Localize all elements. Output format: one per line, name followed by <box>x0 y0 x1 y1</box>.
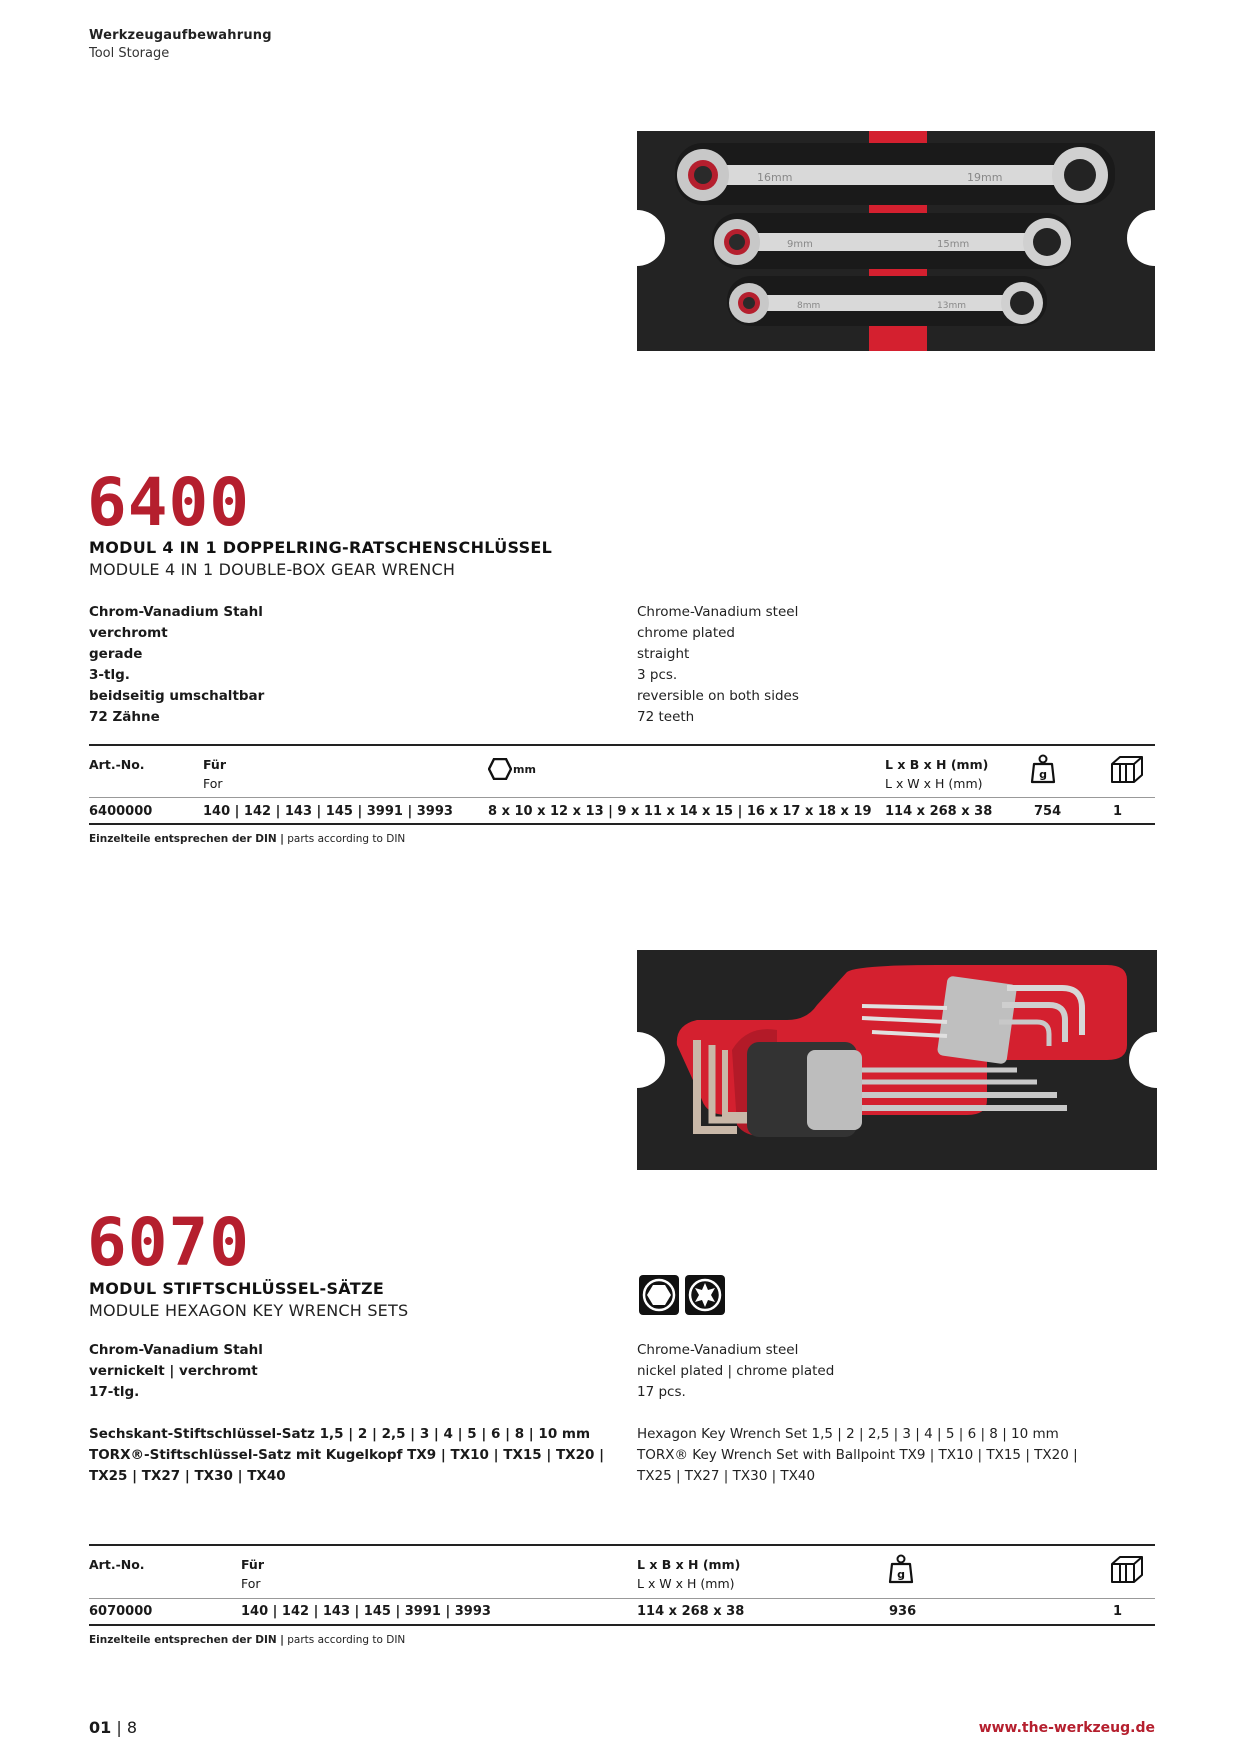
cell-qty: 1 <box>1113 804 1123 819</box>
product-number: 6070 <box>87 1204 250 1281</box>
hex-socket-icon <box>639 1275 679 1319</box>
table-header-rule <box>89 797 1155 798</box>
page-number: 01 | 8 <box>89 1718 138 1737</box>
spec-de: Chrom-Vanadium Stahl verchromt gerade 3-tlg. beidseitig umschaltbar 72 Zähne <box>89 604 265 725</box>
product-title-en: MODULE HEXAGON KEY WRENCH SETS <box>89 1301 409 1320</box>
cell-dims: 114 x 268 x 38 <box>885 804 993 819</box>
cell-for: 140 | 142 | 143 | 145 | 3991 | 3993 <box>203 804 453 819</box>
table-top-rule <box>89 744 1155 746</box>
col-header-dims-de: L x B x H (mm) <box>637 1557 741 1572</box>
cell-qty: 1 <box>1113 1604 1123 1619</box>
cell-dims: 114 x 268 x 38 <box>637 1604 745 1619</box>
din-note-en: parts according to DIN <box>287 1634 406 1646</box>
hexagon-nut-icon <box>488 758 512 780</box>
section-number: 01 <box>89 1718 112 1737</box>
wrench-label: 15mm <box>937 239 970 250</box>
product-title-de: MODUL STIFTSCHLÜSSEL-SÄTZE <box>89 1279 385 1298</box>
wrench-label: 8mm <box>797 301 821 311</box>
wrench-label: 16mm <box>757 171 793 184</box>
weight-icon <box>888 1554 914 1588</box>
page-num: 8 <box>126 1718 138 1737</box>
din-note: Einzelteile entsprechen der DIN | parts according to DIN <box>89 833 406 845</box>
package-icon <box>1110 754 1144 788</box>
spec-en: Chrome-Vanadium steel chrome plated straight 3 pcs. reversible on both sides 72 teeth <box>637 604 799 725</box>
din-note-en: parts according to DIN <box>287 833 406 845</box>
product-title-de: MODUL 4 IN 1 DOPPELRING-RATSCHENSCHLÜSSEL <box>89 538 553 557</box>
cell-art-no: 6400000 <box>89 804 153 819</box>
torx-socket-icon <box>685 1275 725 1319</box>
col-header-for-en: For <box>203 776 223 791</box>
package-icon <box>1110 1554 1144 1588</box>
cell-weight: 936 <box>889 1604 917 1619</box>
col-header-for-de: Für <box>203 757 226 772</box>
weight-icon-label: g <box>897 1568 905 1581</box>
spec-en: Chrome-Vanadium steel nickel plated | chrome plated 17 pcs. <box>637 1342 835 1400</box>
weight-icon-label: g <box>1039 768 1047 781</box>
col-header-for <box>241 1555 264 1593</box>
spec-sets-de: Sechskant-Stiftschlüssel-Satz 1,5 | 2 | 2,5 | 3 | 4 | 5 | 6 | 8 | 10 mm TORX®-Stiftschlüssel-Satz mit Kugelkopf TX9 | TX10 | TX15 | TX20 | TX25 | TX27 | TX30 | TX40 <box>89 1426 605 1484</box>
product-title-en: MODULE 4 IN 1 DOUBLE-BOX GEAR WRENCH <box>89 560 456 579</box>
website-link[interactable]: www.the-werkzeug.de <box>978 1720 1155 1736</box>
col-header-dims-de: L x B x H (mm) <box>885 757 989 772</box>
product-number: 6400 <box>87 464 250 541</box>
spec-de: Chrom-Vanadium Stahl vernickelt | verchromt 17-tlg. <box>89 1342 263 1400</box>
table-bottom-rule <box>89 823 1155 825</box>
col-header-dims-en: L x W x H (mm) <box>885 776 983 791</box>
table-top-rule <box>89 1544 1155 1546</box>
product-photo-ratchet-wrenches <box>637 131 1155 351</box>
col-header-art: Art.-No. <box>89 757 145 772</box>
cell-art-no: 6070000 <box>89 1604 153 1619</box>
col-header-dims-en: L x W x H (mm) <box>637 1576 735 1591</box>
din-note-de: Einzelteile entsprechen der DIN <box>89 833 277 845</box>
col-header-art: Art.-No. <box>89 1557 145 1572</box>
col-header-dims <box>637 1555 740 1593</box>
col-header-dims <box>885 755 988 793</box>
col-header-size <box>488 758 536 780</box>
table-bottom-rule <box>89 1624 1155 1626</box>
wrench-label: 13mm <box>937 301 966 311</box>
spec-sets-en: Hexagon Key Wrench Set 1,5 | 2 | 2,5 | 3 | 4 | 5 | 6 | 8 | 10 mm TORX® Key Wrench Set with Ballpoint TX9 | TX10 | TX15 | TX20 | TX25 | TX27 | TX30 | TX40 <box>637 1426 1078 1484</box>
cell-for: 140 | 142 | 143 | 145 | 3991 | 3993 <box>241 1604 491 1619</box>
din-note: Einzelteile entsprechen der DIN | parts according to DIN <box>89 1634 406 1646</box>
col-header-for-de: Für <box>241 1557 264 1572</box>
product-photo-hex-key-sets <box>637 950 1157 1170</box>
header-category-de: Werkzeugaufbewahrung <box>89 28 272 43</box>
table-header-rule <box>89 1598 1155 1599</box>
cell-sizes: 8 x 10 x 12 x 13 | 9 x 11 x 14 x 15 | 16 x 17 x 18 x 19 <box>488 804 872 819</box>
wrench-label: 9mm <box>787 239 813 250</box>
wrench-label: 19mm <box>967 171 1003 184</box>
col-header-for <box>203 755 226 793</box>
col-header-for-en: For <box>241 1576 261 1591</box>
weight-icon <box>1030 754 1056 788</box>
din-note-de: Einzelteile entsprechen der DIN <box>89 1634 277 1646</box>
header-category-en: Tool Storage <box>89 46 170 61</box>
size-unit: mm <box>513 762 536 776</box>
cell-weight: 754 <box>1034 804 1062 819</box>
